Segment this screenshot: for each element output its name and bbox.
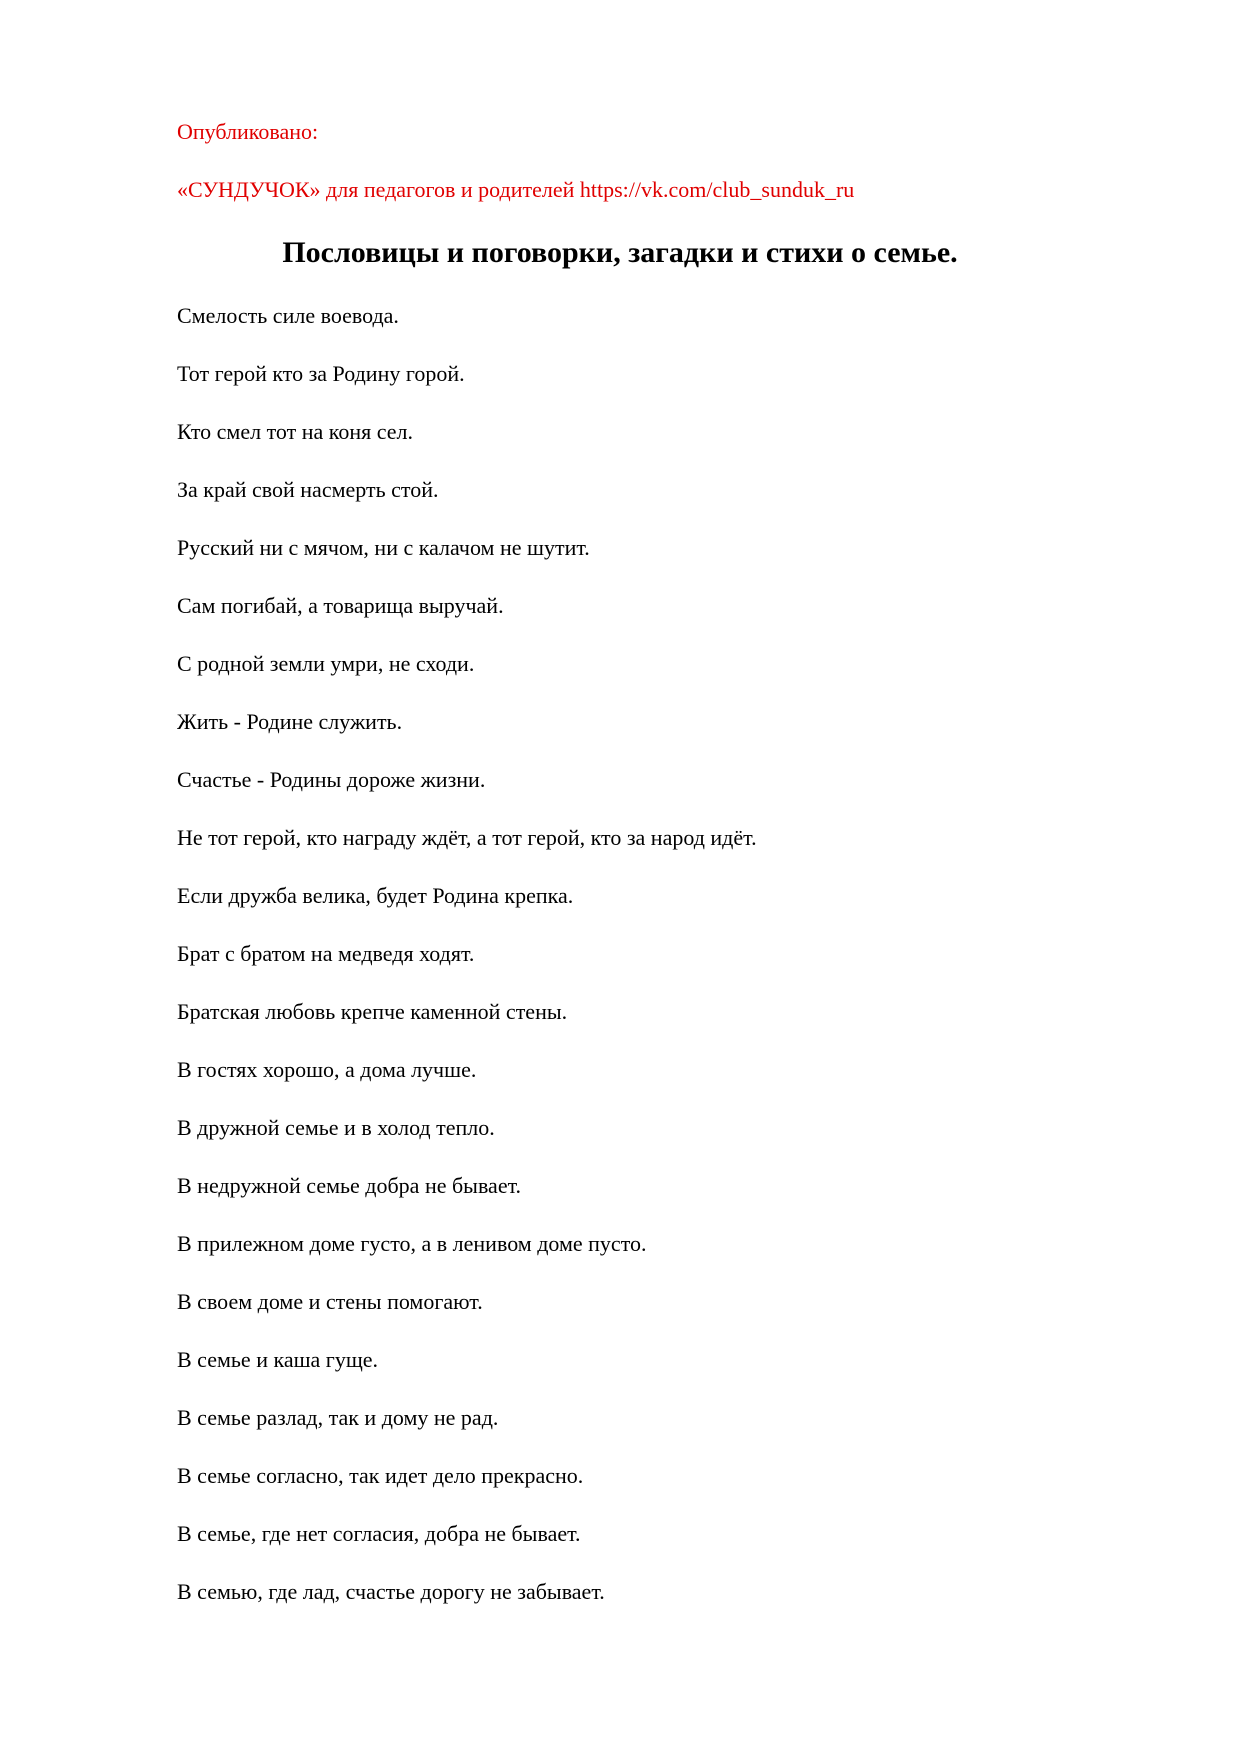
proverb-item: В прилежном доме густо, а в ленивом доме пусто.	[177, 1231, 647, 1256]
proverb-item: Счастье - Родины дороже жизни.	[177, 767, 486, 792]
proverb-item: В семье, где нет согласия, добра не бывает.	[177, 1521, 581, 1546]
proverb-item: Смелость силе воевода.	[177, 303, 399, 328]
proverb-item: В гостях хорошо, а дома лучше.	[177, 1057, 477, 1082]
proverb-item: В семью, где лад, счастье дорогу не забывает.	[177, 1579, 605, 1604]
proverb-item: Кто смел тот на коня сел.	[177, 419, 414, 444]
proverb-item: В семье и каша гуще.	[177, 1347, 379, 1372]
proverb-item: Не тот герой, кто награду ждёт, а тот герой, кто за народ идёт.	[177, 825, 757, 850]
proverb-item: С родной земли умри, не сходи.	[177, 651, 475, 676]
document-title: Пословицы и поговорки, загадки и стихи о семье.	[282, 236, 958, 269]
proverb-item: Брат с братом на медведя ходят.	[177, 941, 475, 966]
proverb-item: Если дружба велика, будет Родина крепка.	[177, 883, 574, 908]
proverb-item: Братская любовь крепче каменной стены.	[177, 999, 568, 1024]
proverb-item: Русский ни с мячом, ни с калачом не шутит.	[177, 535, 590, 560]
published-label: Опубликовано:	[177, 119, 319, 144]
proverb-list	[177, 302, 757, 1636]
proverb-item: Жить - Родине служить.	[177, 709, 403, 734]
proverb-item: За край свой насмерть стой.	[177, 477, 439, 502]
proverb-item: В своем доме и стены помогают.	[177, 1289, 483, 1314]
proverb-item: В недружной семье добра не бывает.	[177, 1173, 522, 1198]
proverb-item: В дружной семье и в холод тепло.	[177, 1115, 495, 1140]
proverb-item: В семье согласно, так идет дело прекрасно.	[177, 1463, 584, 1488]
published-source: «СУНДУЧОК» для педагогов и родителей https://vk.com/club_sunduk_ru	[177, 177, 855, 202]
proverb-item: Тот герой кто за Родину горой.	[177, 361, 465, 386]
proverb-item: Сам погибай, а товарища выручай.	[177, 593, 504, 618]
proverb-item: В семье разлад, так и дому не рад.	[177, 1405, 499, 1430]
